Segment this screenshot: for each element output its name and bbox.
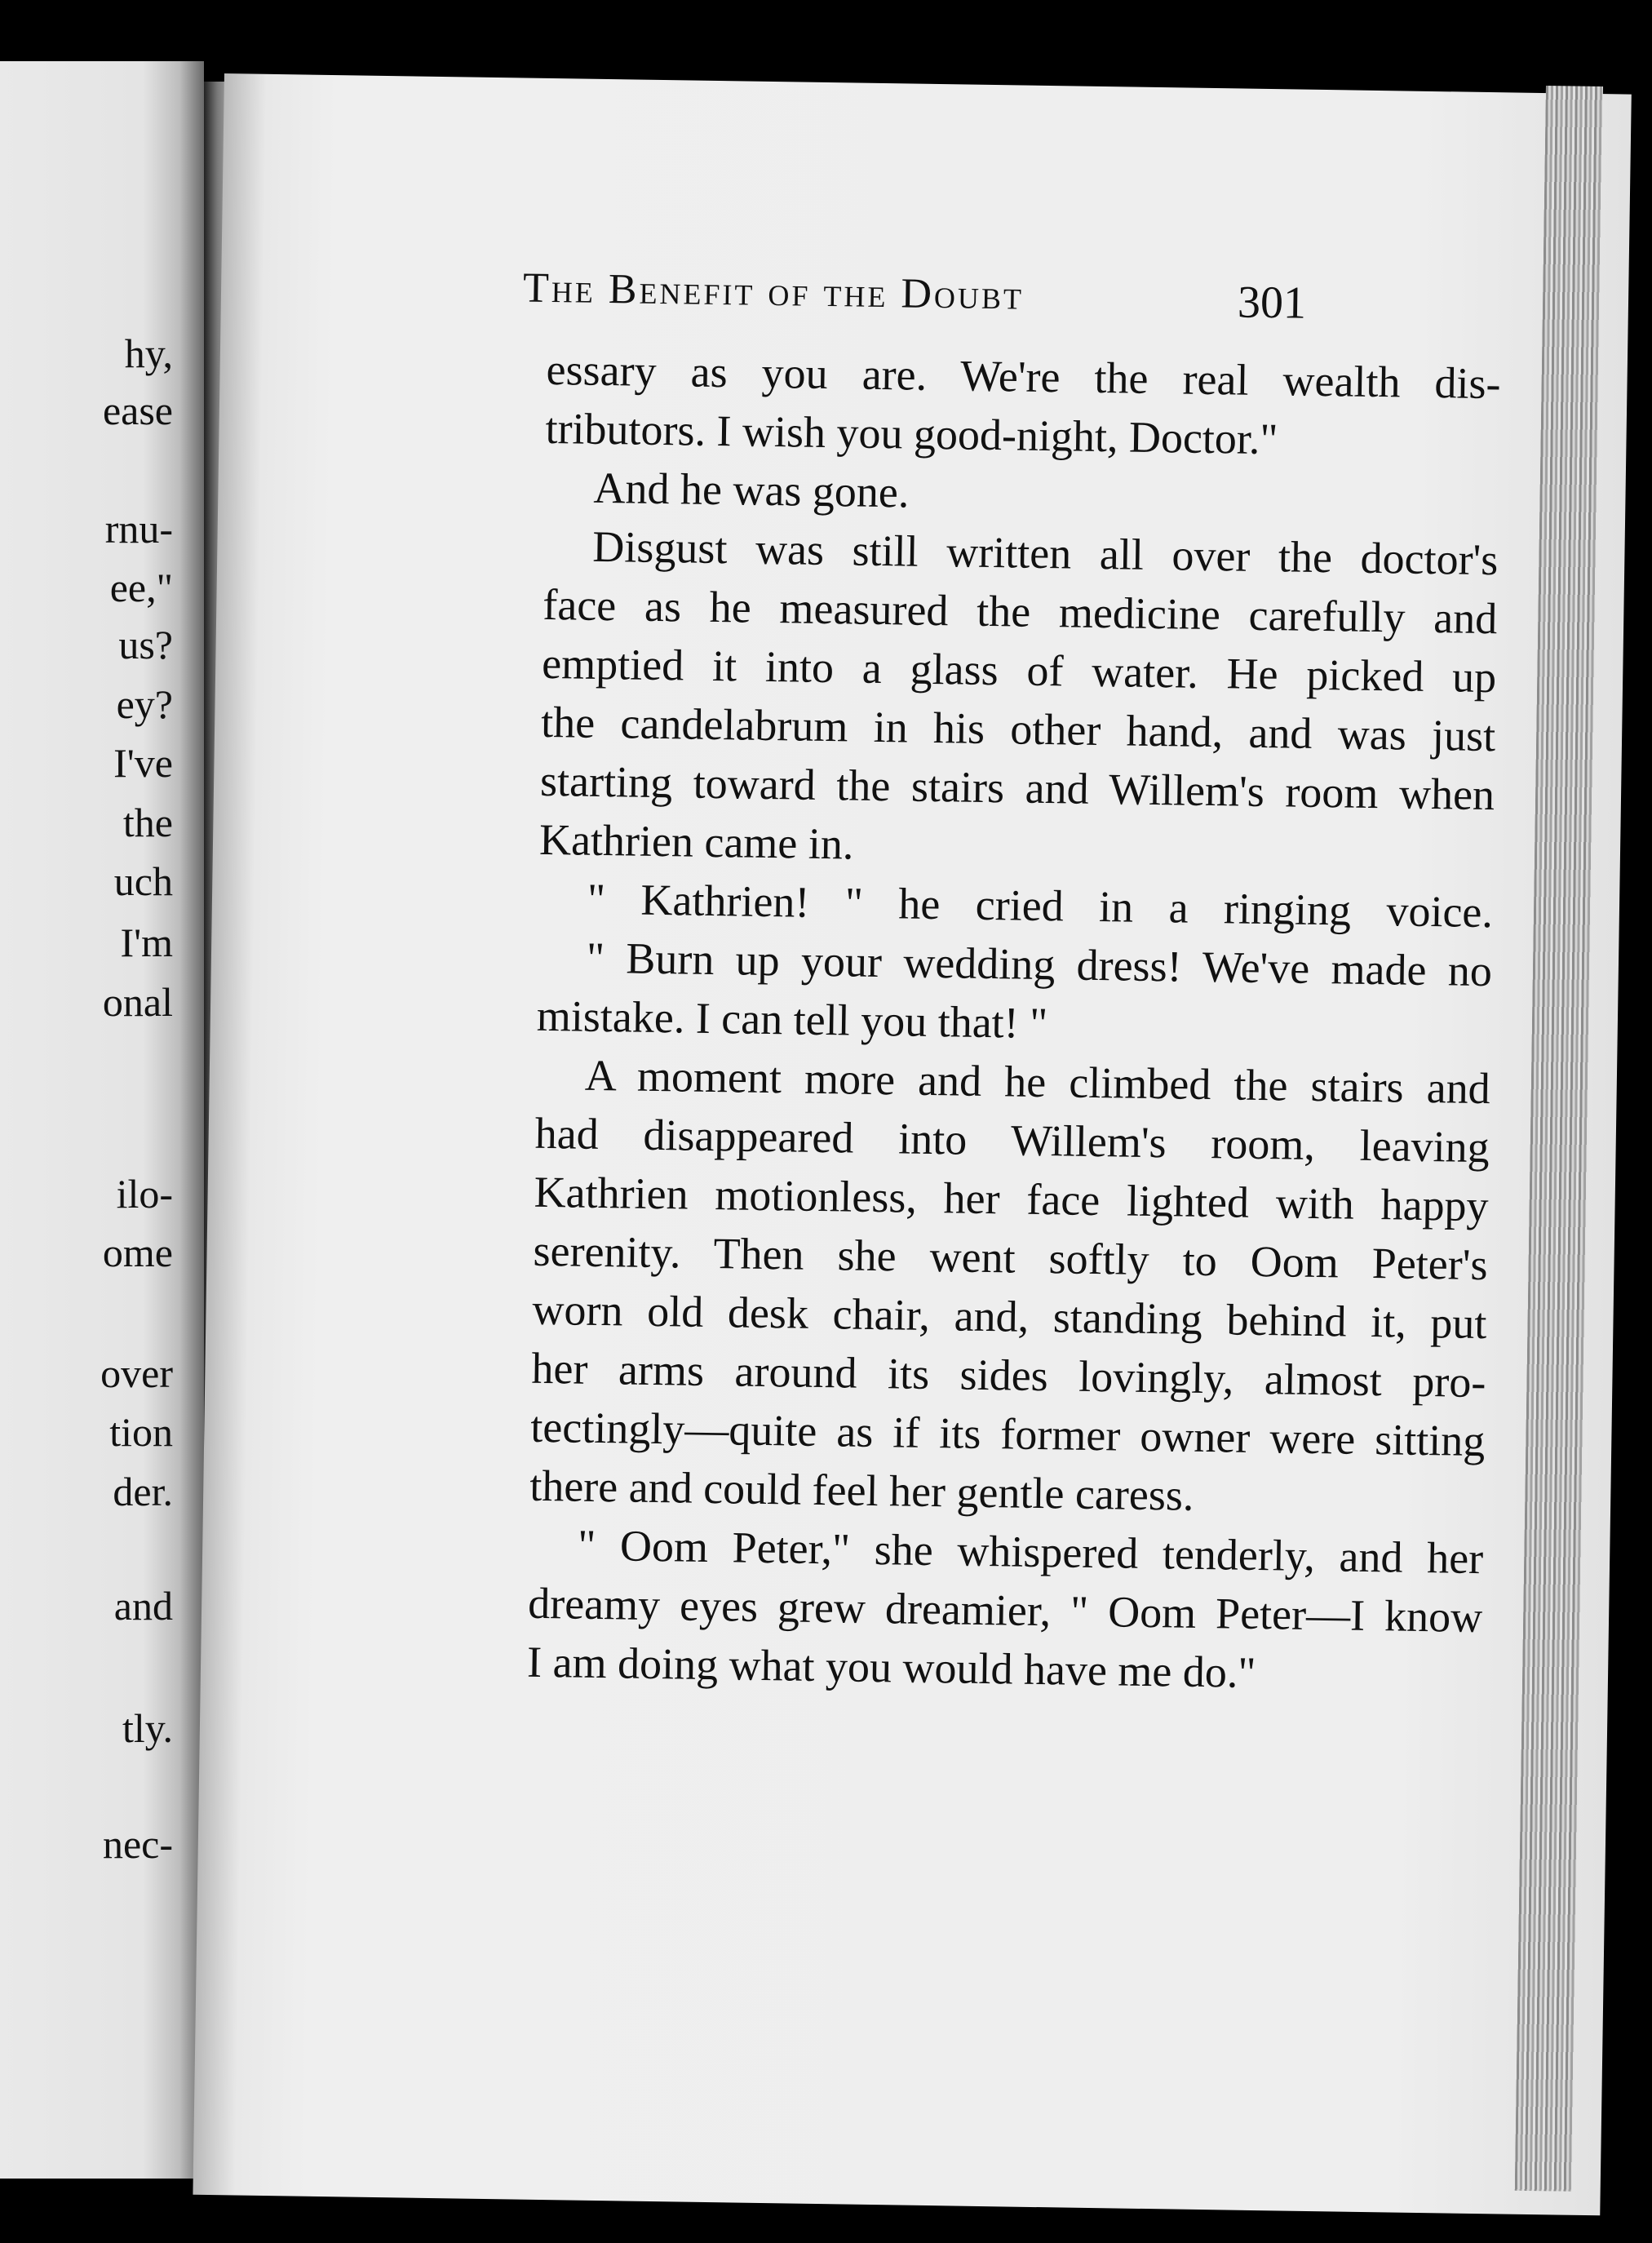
left-page-edge xyxy=(0,61,204,2179)
left-page-fragment: the xyxy=(122,800,173,845)
left-page-fragment: us? xyxy=(118,622,173,667)
text-line: starting toward the stairs and Willem's room when xyxy=(539,756,1495,820)
text-line: emptied it into a glass of water. He picked up xyxy=(541,638,1497,703)
left-page-fragment: ease xyxy=(102,388,173,433)
left-page-fragment: and xyxy=(113,1583,173,1629)
text-line: the candelabrum in his other hand, and was just xyxy=(540,697,1496,761)
left-page-fragment: hy, xyxy=(124,330,173,376)
text-line: had disappeared into Willem's room, leaving xyxy=(534,1108,1490,1172)
left-page-fragment: I'm xyxy=(120,920,173,965)
text-line: her arms around its sides lovingly, almost pro- xyxy=(531,1343,1486,1407)
left-page-fragment: I've xyxy=(113,740,173,786)
running-head xyxy=(523,264,1584,336)
running-title: The Benefit of the Doubt xyxy=(522,264,1025,319)
text-line: dreamy eyes grew dreamier, " Oom Peter—I know xyxy=(527,1578,1483,1642)
text-line: worn old desk chair, and, standing behind it, put xyxy=(532,1284,1487,1349)
page-number: 301 xyxy=(1237,277,1307,329)
text-line: Disgust was still written all over the doctor's xyxy=(592,521,1499,585)
text-line: there and could feel her gentle caress. xyxy=(529,1461,1194,1520)
text-line: I am doing what you would have me do." xyxy=(526,1637,1256,1697)
text-line: " Kathrien! " he cried in a ringing voice. xyxy=(587,874,1494,938)
left-page-fragment: onal xyxy=(102,979,173,1025)
right-page xyxy=(193,73,1631,2215)
left-page-fragment: der. xyxy=(113,1469,173,1514)
left-page-fragment: ome xyxy=(102,1230,173,1275)
left-page-fragment: uch xyxy=(113,858,173,904)
text-line: mistake. I can tell you that! " xyxy=(536,991,1048,1048)
left-page-fragment: nec- xyxy=(102,1821,173,1867)
text-line: A moment more and he climbed the stairs and xyxy=(584,1050,1491,1114)
text-line: And he was gone. xyxy=(593,463,910,517)
text-line: essary as you are. We're the real wealth dis- xyxy=(546,344,1501,409)
text-line: tributors. I wish you good-night, Doctor." xyxy=(545,403,1278,464)
text-line: " Burn up your wedding dress! We've made no xyxy=(586,933,1493,996)
left-page-fragment: tion xyxy=(109,1409,173,1455)
left-page-fragment: rnu- xyxy=(104,506,173,552)
left-page-fragment: ilo- xyxy=(116,1171,173,1217)
text-line: tectingly—quite as if its former owner were sitting xyxy=(529,1402,1486,1466)
left-page-fragment: tly. xyxy=(122,1705,173,1751)
text-line: Kathrien motionless, her face lighted with happy xyxy=(534,1167,1490,1231)
text-line: " Oom Peter," she whispered tenderly, and her xyxy=(577,1520,1484,1584)
text-line: Kathrien came in. xyxy=(538,814,854,869)
left-page-fragment: ee," xyxy=(109,565,173,610)
left-page-fragment: ey? xyxy=(116,681,173,727)
text-line: face as he measured the medicine carefully and xyxy=(542,579,1498,644)
left-page-fragment: over xyxy=(100,1350,173,1396)
text-line: serenity. Then she went softly to Oom Peter's xyxy=(533,1226,1488,1290)
